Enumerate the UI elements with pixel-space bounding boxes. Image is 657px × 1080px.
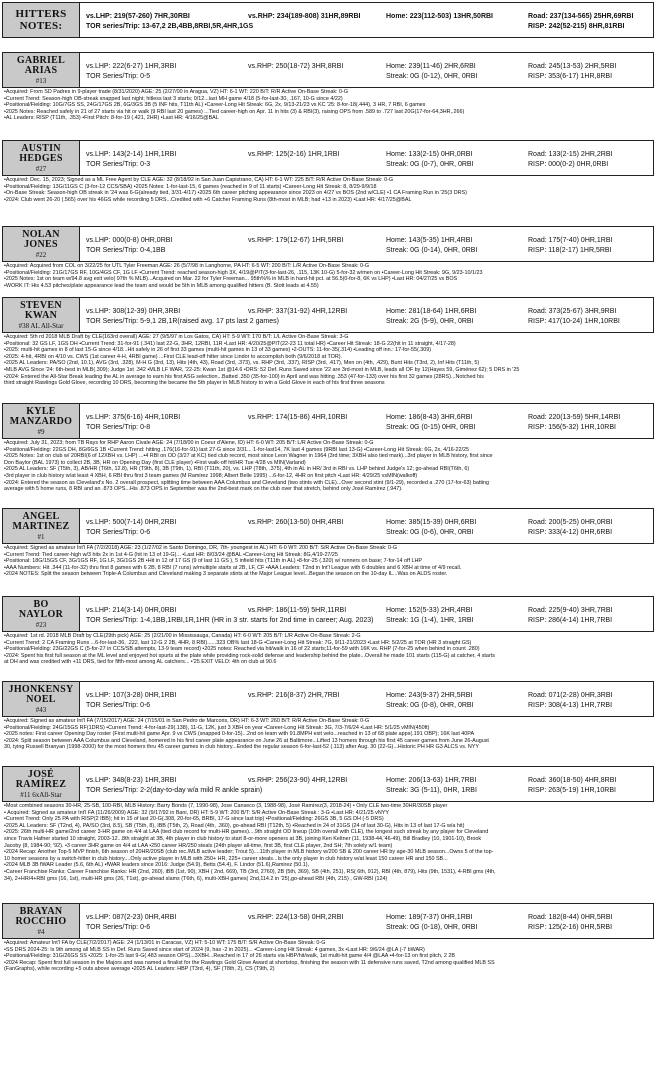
player-splits <box>80 52 654 88</box>
split-road: Road: 220(13-59) 5HR,14RBI <box>528 414 621 421</box>
split-streak: Streak: 0G (0-12), 0HR, 0RBI <box>386 73 478 80</box>
note-line: •Positional/Fielding: 21G/17GS RF, 10G/4GS CF, 1G LF •Current Trend: reached season-high 3X, 4/19@PIT(3-for-last-26, .115, 13K 10-G) 5-for-32 w/men on •Career-Long Hit Streak: 9G, 9/23-10/1/23 <box>4 269 483 276</box>
note-line: •2025: 26th multi-HR game/2nd career 3-HR game on 4/4 at LAA (tied club record for multi-HR games)....9th straight OD lineup (10th overall with CLE), the longest such streak by any player for Cleveland <box>4 829 489 836</box>
note-line: •Current Trend: Season-high OB-streak snapped last night; hitless last 3 starts; 0/12...last MH game 4/18 (5-for-last-30, .167, 10-G since 4/22) <box>4 95 343 102</box>
split-streak: Streak: 1G (1-4), 1HR, 1RBI <box>386 617 474 624</box>
note-line: Jacoby (8, 1984-90; '92). •3 career 3HR game on 4/4 at LAA •250 career HR/250 steals (24th player all-time, first 3B, first CLE player, 2nd SH; 7th solely w/1 team) <box>4 842 393 849</box>
note-line: •Positional: 18G/15GS CF, 3G/1GS RF, 1G LF, 3G/1GS 2B •Hit in 12 of 17 GS (9 of last 11 GS ), 5 infield hits (T11th in AL) •8-for-25 (.320) w/ runners on base; 7-for-14 off LHP <box>4 558 422 565</box>
note-line: at DH and was credited with +11 DRS, tied for fifth-most among AL catchers... •'25 EXIT VELO: 4th on club at 90.6 <box>4 659 277 666</box>
split-risp: RISP: 263(5-19) 1HR,10RBI <box>528 787 616 794</box>
note-line: •Acquired: 5th rd 2018 MLB Draft by CLE(163rd overall) AGE: 27 (9/5/97 in Los Gatos, CA) HT: 5-9 WT: 170 B/T: L/L Active On-Base Streak: 3-G <box>4 334 349 340</box>
split-vs-lhp: vs.LHP: 000(0-8) 0HR,0RBI <box>86 237 173 244</box>
player-first-name: JOSÉ <box>27 768 55 780</box>
split-vs-rhp: vs.RHP: 256(23-90) 4HR,12RBI <box>248 777 348 784</box>
note-line: •Acquired: Dec. 15, 2023; Signed as a ML Free Agent by CLE AGE: 32 (8/18/92 in San Juan Capistrano, CA) HT: 6-1 WT: 225 B/T: R/R Active On-Base Streak: 0-G <box>4 177 394 183</box>
player-last-name: MARTINEZ <box>12 520 70 532</box>
note-line: •Acquired: Amateur Int'l FA by CLE(7/2/2017) AGE: 24 (1/13/01 in Caracas, VZ) HT: 5-10 WT: 175 B/T: S/R Active On-Base Streak: 0-G <box>4 940 326 946</box>
split-risp: RISP: 286(4-14) 1HR,7RBI <box>528 617 613 624</box>
note-line: (FanGraphs), while recording +5 outs above average •2025 AL Leaders: HBP (T3rd, 4), SF (T8th, 2), CS (T9th, 2) <box>4 966 275 973</box>
player-header <box>2 226 654 262</box>
player-first-name: NOLAN <box>22 228 60 240</box>
split-risp: RISP: 000(0-2) 0HR,0RBI <box>528 161 609 168</box>
note-line: •2025 Notes: Reached safely in 21 of 27 starts via hit or walk (9 RBI last 20 games) ...Tied career-high on Apr. 11 in hits (3) & RBI(3), raising OPS from .589 to .727 last 20G(17-for-64,3HR,.266) <box>4 108 465 115</box>
note-line: •Acquired: July 31, 2023; from TB Rays for RHP Aaron Civale AGE: 24 (7/18/00 in Coeur d'Alene, ID) HT: 6-0 WT: 205 B/T: L/R Active On-Base Streak: 0-G <box>4 440 374 446</box>
player-section <box>2 297 654 387</box>
player-number: #9 <box>37 427 45 436</box>
split-streak: Streak: 0G (0-14), 0HR, 0RBI <box>386 247 478 254</box>
split-streak: Streak: 0G (0-15) 0HR, 0RBI <box>386 424 476 431</box>
player-header <box>2 596 654 632</box>
split-vs-rhp: vs.RHP: 260(13-50) 0HR,4RBI <box>248 519 344 526</box>
note-line: since Travis Hafner started 10 straight, 2003-12...8th straight at 3B, 4th player in club history to start 8-or-more openers at 3B, joining Ken Keltner (11, 1938-44,'46-49), Bill Bradley (10, 1901-10), Brook <box>4 835 482 842</box>
player-number: #22 <box>35 250 47 259</box>
player-notes <box>2 88 654 122</box>
split-vs-lhp: vs.LHP: 214(3-14) 0HR,0RBI <box>86 607 177 614</box>
player-header <box>2 52 654 88</box>
player-number: #43 <box>35 705 47 714</box>
split-risp: RISP: 308(4-13) 1HR,7RBI <box>528 702 613 709</box>
split-streak: Streak: 0G (0-8), 0HR, 0RBI <box>386 702 474 709</box>
player-number: #1 <box>37 532 45 541</box>
player-header <box>2 766 654 802</box>
note-line: •Career Franchise Ranks: Career Franchise Ranks: HR (2nd, 260), iBB (1st, 90), XBH ( 2nd, 669), TB (3rd, 2760), 2B (5th, 369), SB (4th, 251), RS( 6th, 912), RBI (4th, 879), Hits (9th, 1531), 4-RBI gms (4th, <box>4 868 496 875</box>
note-line: •WORK IT: His 4.53 pitches/plate appearance lead the team and would be 5th in MLB among qualified hitters (B. Stott leads at 4.55) <box>4 282 319 289</box>
player-splits <box>80 508 654 544</box>
player-section <box>2 508 654 578</box>
player-section <box>2 140 654 203</box>
header-label <box>2 2 80 38</box>
player-first-name: ANGEL <box>22 510 60 522</box>
player-splits <box>80 297 654 333</box>
note-line: • Acquired: Signed as amateur Int'l FA (11/26/2009) AGE: 32 (9/17/92 in Bani, DR) HT: 5-9 WT: 200 B/T: S/R Active On-Base Streak : 3-G •Last HR: 4/21/25 vNYY <box>4 809 389 816</box>
note-line: •2025 AL Leaders: SF (T5th, 3), AB/HR (T6th, 12.8), HR (T9th, 8), 3B (T9th, 1), RBI (T11th, 20), vs. LHP (T8th, .375), 4th in AL in HR/ 3rd in RBI vs. LHP behind Judge's 12; go-ahead RBI(T6th, 6) <box>4 466 470 473</box>
player-label <box>2 297 80 333</box>
player-section <box>2 52 654 122</box>
note-line: •Acquired: Acquired from COL on 3/22/25 for UTL Tyler Freeman AGE: 26 (5/7/98 in Langhorne, PA HT: 6-5 WT: 200 B/T: L/R Active On-Base Streak: 0-G <box>4 263 370 269</box>
player-section <box>2 403 654 493</box>
split-risp: RISP: 417(10-24) 1HR,10RBI <box>528 318 620 325</box>
note-line: •MLB AVG Since '24: 6th-best in MLB(.309); Judge 1st .342 •MLB LF WAR, '22-25: Kwan 1st @14.6 •DRS: 52 Def. Runs Saved since '22 are 3rd-most in MLB, leads all OF by 12(Hayes 59, Giménez 62); 5 DRS in '25 <box>4 366 520 373</box>
split-streak: Streak: 2G (5-9), 0HR, 0RBI <box>386 318 474 325</box>
team-home: Home: 223(112-503) 13HR,50RBI <box>386 13 493 20</box>
player-last-name: KWAN <box>24 309 58 321</box>
player-first-name: AUSTIN <box>21 142 61 154</box>
player-label <box>2 596 80 632</box>
team-risp: RISP: 242(52-215) 8HR,81RBI <box>528 23 625 30</box>
split-vs-rhp: vs.RHP: 125(2-16) 1HR,1RBI <box>248 151 340 158</box>
note-line: •2024: Entered the All-Star Break leading the AL in average to earn his first ASG selection...Batted .350 (35-for-100) in April and was hitting .353 (47-for-133) over his first 32 games (28RS)...Notched his <box>4 373 484 380</box>
note-line: •2024: Entered the season as Cleveland's No. 2 overall prospect, splitting time between AAA Columbus and Cleveland (two stints with CLE)...Over second stint (9/1-29), recorded a .270 (17-for-63) batting <box>4 479 490 486</box>
player-header <box>2 297 654 333</box>
team-vs-rhp: vs.RHP: 234(189-808) 31HR,89RBI <box>248 13 361 20</box>
note-line: •2024: Spent his first full season at the ML level and enjoyed hot spurts at the plate while providing rock-solid defense and leadership behind the plate...Overall he made 101 starts (115-G) at catcher, 4 starts <box>4 652 495 659</box>
note-line: •AAA Numbers: Hit .344 (11-for-32) thru first 8 games with 6 2B, 8 RBI (7 runs) w/multiple starts at 2B, LF, CF •AAA Leaders: T2nd in Int'l League with 6 doubles and 6 XBH at time of 4/9 recall. <box>4 564 462 571</box>
split-home: Home: 152(5-33) 2HR,4RBI <box>386 607 473 614</box>
note-line: third straight Rawlings Gold Glove, recording 10 DRS, becoming the became the 5th player in MLB history to win a Gold Glove in each of his first three seasons <box>4 380 385 387</box>
player-section <box>2 681 654 751</box>
player-header <box>2 903 654 939</box>
player-last-name: ROCCHIO <box>15 915 67 927</box>
note-line: •2025: 4-hit, 4RBI on 4/10 vs. CWS (1st career 4-H, 4RBI game) ...First CLE lead-off hitter since Lindor to accomplish both (9/6/2018 at TOR). <box>4 353 343 360</box>
split-road: Road: 175(7-40) 0HR,1RBI <box>528 237 613 244</box>
split-series: TOR Series/Trip: 0-6 <box>86 924 151 931</box>
split-series: TOR Series/Trip: 1-4,1BB,1RBI,1R,1HR (HR in 3 str. starts for 2nd time in career; Aug. 2023) <box>86 617 374 624</box>
split-vs-lhp: vs.LHP: 222(6-27) 1HR,3RBI <box>86 63 177 70</box>
player-last-name: NAYLOR <box>18 608 64 620</box>
split-vs-lhp: vs.LHP: 500(7-14) 0HR,2RBI <box>86 519 177 526</box>
player-label <box>2 403 80 439</box>
player-section <box>2 766 654 882</box>
split-vs-lhp: vs.LHP: 107(3-28) 0HR,1RBI <box>86 692 177 699</box>
note-line: •Positional/Fielding: 22GS DH, 8G/6GS 1B •Current Trend: hitting .176(16-for-91) last 27-G since 3/31... 1-for-last14, 7K last 4 games (9RBI last 13-G) •Career-Long Hit Streak: 6G, 2x, 4/16-22/25 <box>4 446 469 453</box>
player-header <box>2 681 654 717</box>
note-line: •Acquired: Signed as amateur Int'l FA (7/2/2018) AGE: 23 (1/27/02 in Santo Domingo, DR, 7th- youngest in AL) HT: 6-0 WT: 200 B/T: S/R Active On-Base Streak: 0-G <box>4 545 398 551</box>
note-line: •2024 Recap: Another Top-5 MVP finish, 6th season of 20HR/20SB (club rec./MLB active leader; Trout 5)....11th player in MLB history w/200 SB & 200 career HR by age-30 MLB season...Owns 5 of the top- <box>4 849 494 856</box>
player-first-name: KYLE <box>26 405 56 417</box>
note-line: •Positional/Fielding: 31G/26GS SS •2025: 1-for-25 last 9-G(.483 season OPS)...3XBH...Reached in 17 of 26 starts via HBP/hit/walk, 1st multi-hit game 4/4 @LAA •4-for-13 on first pitch, 2 2B <box>4 953 455 960</box>
player-last-name: ARIAS <box>24 64 58 76</box>
split-series: TOR Series/Trip: 5-9,1 2B,1R(raised avg. 17 pts last 2 games) <box>86 318 279 325</box>
note-line: 10 homer seasons by a switch-hitter in club history....Only active player in MLB with 250+ HR, 225+ career steals...Is the only player in club history w/at least 150 career HR and 150 SB... <box>4 855 448 862</box>
player-splits <box>80 903 654 939</box>
player-notes <box>2 802 654 882</box>
split-vs-rhp: vs.RHP: 337(31-92) 4HR,12RBI <box>248 308 348 315</box>
split-road: Road: 133(2-15) 2HR,2RBI <box>528 151 613 158</box>
player-section <box>2 226 654 289</box>
note-line: •Positional/Fielding: 10G/7GS SS, 24G/17GS 2B, 6G/3GS 3B (5 INF hits, T11th AL) •Career-Long Hit Streak: 6G, 2x, 9/13-21/23 vs KC '25: 8-for-18(.444), 3 HR, 7 RBI, 6 games <box>4 102 426 109</box>
split-vs-lhp: vs.LHP: 143(2-14) 1HR,1RBI <box>86 151 177 158</box>
split-vs-lhp: vs.LHP: 087(2-23) 0HR,4RBI <box>86 914 177 921</box>
hitters-notes-header <box>2 2 654 38</box>
split-series: TOR Series/Trip: 0-6 <box>86 702 151 709</box>
player-number: #38 AL All-Star <box>18 321 64 330</box>
player-last-name: JONES <box>24 238 58 250</box>
split-series: TOR Series/Trip: 0-6 <box>86 529 151 536</box>
team-vs-lhp: vs.LHP: 219(57-260) 7HR,30RBI <box>86 13 190 20</box>
split-series: TOR Series/Trip: 0-3 <box>86 161 151 168</box>
note-line: •Most combined seasons 30-HR, 25-SB, 100-RBI, MLB History: Barry Bonds (7, 1990-98), Jose Canseco (3, 1988-98), José Ramírez(3, 2018-24) • Only CLE two-time 30HR/30SB player <box>4 803 448 809</box>
note-line: •Acquired: 1st rd. 2018 MLB Draft by CLE(29th pick) AGE: 25 (2/21/00 in Mississauga, Canada) HT: 6-0 WT: 205 B/T: L/R Active On-Base Streak: 2-G <box>4 633 361 639</box>
player-number: #23 <box>35 620 47 629</box>
player-last-name: RAMÍREZ <box>15 778 67 790</box>
header-title-line1: HITTERS <box>15 8 67 20</box>
player-label <box>2 508 80 544</box>
note-line: •2025: multi-hit games in 8 of last 15-G since 4/18...Hit safely in 26 of first 33 games (multi-hit games in 13 of 33 games) •2-OUTS: 11-for-35(.314) •Leading off inn.: 17-for-55(.309) <box>4 347 432 354</box>
note-line: •2025 AL Leaders: SF (T2nd, 4), PA/SO (3rd, 8.5), SB (T5th, 8), IBB (T5th, 2), Road (4th, .360), go-ahead RBI (T12th, 5) •Reached in 24 of 31GS (24 of last 30-G), Hits in 13 of last 17-G w/a hit) <box>4 822 465 829</box>
player-splits <box>80 766 654 802</box>
split-series: TOR Series/Trip: 0-5 <box>86 73 151 80</box>
split-vs-rhp: vs.RHP: 250(18-72) 3HR,8RBI <box>248 63 344 70</box>
player-notes <box>2 939 654 973</box>
split-road: Road: 373(25-67) 3HR,9RBI <box>528 308 617 315</box>
split-streak: Streak: 0G (0-18), 0HR, 0RBI <box>386 924 478 931</box>
split-home: Home: 281(18-64) 1HR,6RBI <box>386 308 477 315</box>
player-last-name: MANZARDO <box>9 415 73 427</box>
player-first-name: BRAYAN <box>19 905 63 917</box>
split-vs-lhp: vs.LHP: 308(12-39) 0HR,3RBI <box>86 308 181 315</box>
split-series: TOR Series/Trip: 0-4,1BB <box>86 247 166 254</box>
split-streak: Streak: 0G (0-7), 0HR, 0RBI <box>386 161 474 168</box>
team-splits <box>80 2 654 38</box>
split-home: Home: 186(8-43) 3HR,6RBI <box>386 414 473 421</box>
player-label <box>2 140 80 176</box>
player-notes <box>2 262 654 289</box>
player-splits <box>80 140 654 176</box>
split-series: TOR Series/Trip: 0-8 <box>86 424 151 431</box>
split-risp: RISP: 156(5-32) 1HR,10RBI <box>528 424 616 431</box>
note-line: •2025 Notes: 1st on team w/94.8 avg exit velo( 97th % MLB)...Acquired on Mar. 22 for Tyler Freeman... 95th%% in MLB in hard-hit pct. at 56.5(0-for-8, 6K vs LHP) •Last HR: 04/27/25 vs BOS <box>4 276 458 283</box>
split-road: Road: 245(13-53) 2HR,5RBI <box>528 63 617 70</box>
split-home: Home: 133(2-15) 0HR,0RBI <box>386 151 473 158</box>
player-header <box>2 403 654 439</box>
split-home: Home: 143(5-35) 1HR,4RBI <box>386 237 473 244</box>
split-home: Home: 385(15-39) 0HR,6RBI <box>386 519 477 526</box>
split-vs-lhp: vs.LHP: 375(6-16) 4HR,10RBI <box>86 414 181 421</box>
player-number: #4 <box>37 927 45 936</box>
note-line: Don Baylor (BAL 1973) to collect 2B, 3B, HR on Opening Day (first CLE player) •First walk-off hit/HR Tue 4/28 vs MIN(Varland) <box>4 459 306 466</box>
split-risp: RISP: 353(6-17) 1HR,8RBI <box>528 73 613 80</box>
split-vs-rhp: vs.RHP: 186(11-59) 5HR,11RBI <box>248 607 347 614</box>
note-line: •Positional/Fielding: 24G/15GS RF(1DRS) •Current Trend: 4-for-last-29(.138), 11-G, 12K, just 3 XBH on year •Career-Long Hit Streak: 3G, 7/3-7/6/24 •Last HR: 5/1/25 vMIN(450ft) <box>4 724 430 731</box>
split-vs-rhp: vs.RHP: 179(12-67) 1HR,5RBI <box>248 237 344 244</box>
player-first-name: STEVEN <box>20 299 62 311</box>
split-road: Road: 182(8-44) 0HR,5RBI <box>528 914 613 921</box>
header-title-line2: NOTES: <box>19 20 63 32</box>
player-number: #27 <box>35 164 47 173</box>
note-line: •2025 notes: First career Opening Day roster (First multi-hit game Apr. 9 vs CWS (snapped 0-for-15)...2nd on team with 91.8MPH exit velo...reached in 13 of 68 plate apps(.191 OBP); 16K last 40PA <box>4 731 475 738</box>
team-road: Road: 237(134-565) 25HR,69RBI <box>528 13 634 20</box>
player-number: #11 6xAll-Star <box>20 790 62 799</box>
player-splits <box>80 226 654 262</box>
player-section <box>2 903 654 973</box>
player-section <box>2 596 654 666</box>
split-streak: Streak: 3G (5-11), 0HR, 1RBI <box>386 787 477 794</box>
player-first-name: GABRIEL <box>16 54 66 66</box>
player-notes <box>2 439 654 493</box>
player-header <box>2 140 654 176</box>
player-splits <box>80 403 654 439</box>
player-splits <box>80 681 654 717</box>
split-risp: RISP: 333(4-12) 0HR,6RBI <box>528 529 613 536</box>
player-first-name: JHONKENSY <box>8 683 74 695</box>
note-line: 34), 2+HR/4+RBI gms (16, 1st), multi-HR gms (26, T1st), go-ahead slams (T6th, 6), multi-XBH games( 2nd,114.2 in '25),go-ahead RBI (4th, 215) , GW-RBI (124) <box>4 875 388 882</box>
note-line: •2024 NOTES: Split the season between Triple-A Columbus and Cleveland making 3 separate stints at the Major League level...Began the season on the 10-day IL...Was on ALDS roster. <box>4 571 448 578</box>
note-line: •2024: Club went 26-20 (.565) over his 46GS while recording 5 DRS...Credited with +6 Catcher Framing Runs (8th-most in MLB; had +13 in 2023) •Last HR: 4/17/25@BAL <box>4 196 412 203</box>
player-notes <box>2 176 654 203</box>
note-line: •2025 Notes: 1st on club w/ 20RBI(6 of 12XBH vs. LHP) ...•4 RBI on OD (3/27 at KC) tied club record, most since Leon Wagner in 1964 (3rd time; 3XBH also tied mark)...3rd player in MLB history, first since <box>4 453 493 460</box>
split-home: Home: 239(11-46) 2HR,6RBI <box>386 63 476 70</box>
split-vs-rhp: vs.RHP: 174(15-86) 4HR,10RBI <box>248 414 348 421</box>
split-road: Road: 360(18-50) 4HR,8RBI <box>528 777 617 784</box>
note-line: •On-Base Streak: Season-high OB streak in '24 was 6-G(already tied, 3/31-4/17) •2025 6th career pitching appearance since 2023 on 4/27 vs BOS (2nd w/CLE) •1 CA Framing Run in '25(3 DRS) <box>4 190 467 197</box>
note-line: •Current Trend: Tied career-high w/3 hits 2x in 1st 4-G (hit in 13 of 19-G)... •Last HR: 8/03/24 @BAL •Career-Long Hit Streak: 8G,4/19-27/25 <box>4 551 338 558</box>
split-road: Road: 225(9-40) 3HR,7RBI <box>528 607 613 614</box>
note-line: •Acquired: From SD Padres in 9-player trade (8/31/2020) AGE: 25 (2/27/00 in Aragua, VZ) HT: 6-1 WT: 220 B/T: R/R Active On-Base Streak: 0-G <box>4 89 349 95</box>
note-line: •2024 Recap: Spent first full season in the Majors and was named a finalist for the Rawlings Gold Glove Award at shortstop, finishing the season with 11 defensive runs saved, T2nd among qualified MLB SS <box>4 959 495 966</box>
split-risp: RISP: 118(2-17) 1HR,5RBI <box>528 247 612 254</box>
player-number: #13 <box>35 76 47 85</box>
team-series: TOR series/Trip: 13-67,2 2B,4BB,8RBI,5R,4HR,1GS <box>86 23 254 30</box>
note-line: •Acquired: Signed as amateur Int'l FA (7/15/2017) AGE: 24 (7/15/01 in San Pedro de Marcoris, DR) HT: 6-3 WT: 260 B/T: R/R Active On-Base Streak: 0-G <box>4 718 370 724</box>
player-header <box>2 508 654 544</box>
note-line: •Current Trend: 2 CA Framing Runs ...6-for-last-36, .222, last 12-G 2 2B, 4HR, 8 RBI)......323 OB% last 18-G •Career-Long Hit Streak: 7G, 9/11-21/2023 •Last HR: 5/2/25 at TOR (HR 3 straight GS) <box>4 639 472 646</box>
note-line: •2024: Split season between AAA Columbus and Cleveland, homered in his first career plate appearance on June 26 at Baltimore...Lifted 13 homers through his first 45 career games from June 26-August <box>4 737 489 744</box>
note-line: average with 5 home runs, 8 RBI and an .873 OPS...His .873 OPS in September was the 2nd-best mark on the club over that stretch, behind only José Ramírez (.947). <box>4 486 403 493</box>
split-vs-rhp: vs.RHP: 224(13-58) 0HR,2RBI <box>248 914 344 921</box>
split-streak: Streak: 0G (0-6), 0HR, 0RBI <box>386 529 474 536</box>
player-notes <box>2 632 654 666</box>
note-line: •Current Trend: Only 25 PA with RISP(2 IBB); hit in 15 of last 20-G(.308, 20-for-65, BRBI, 17-G since last trip) •Positional/Fielding: 26GS 3B, 5 GS DH (-5 DRS) <box>4 816 384 823</box>
split-risp: RISP: 125(2-16) 0HR,5RBI <box>528 924 613 931</box>
player-label <box>2 226 80 262</box>
player-label <box>2 766 80 802</box>
player-splits <box>80 596 654 632</box>
player-first-name: BO <box>33 598 49 610</box>
player-label <box>2 52 80 88</box>
player-last-name: NOEL <box>26 693 56 705</box>
split-home: Home: 206(13-63) 1HR,7RBI <box>386 777 477 784</box>
player-last-name: HEDGES <box>19 152 63 164</box>
player-notes <box>2 333 654 387</box>
note-line: •Positional/Fielding: 13G/11GS C (3-for-12 CCS/SBA) •2025 Notes: 1-for-last-15, 6 games (reached in 9 of 11 starts) •Career-Long Hit Streak: 8, 8/29-9/9/18 <box>4 183 377 190</box>
split-road: Road: 071(2-28) 0HR,3RBI <box>528 692 613 699</box>
note-line: •Positional/Fielding: 23G/22GS C (5-for-27 in CCS/SB attempts, 13-9 team record) •2025 notes: Reached via hit/walk in 16 of 22 starts;11-for-59 with 16K vs. RHP (7-for-25 when behind in count .280) <box>4 646 480 653</box>
note-line: •3rd player in club history w/at least 4 XBH, 6 RBI thru first 3 team games (M Ramirez 1998; Albert Belle 1995) ...6-for-12, 4HR on first pitch •Last HR: 4/29/25 vsMIN(walkoff) <box>4 472 418 479</box>
player-label <box>2 681 80 717</box>
split-road: Road: 200(5-25) 0HR,0RBI <box>528 519 613 526</box>
split-vs-lhp: vs.LHP: 348(8-23) 1HR,3RBI <box>86 777 177 784</box>
note-line: •AL Leaders: RISP (T11th, .353) •First Pitch: 8-for-19 (.421, 2HR) •Last HR: 4/16/25@BAL <box>4 115 219 122</box>
note-line: •Positional: 32 GS LF, 1GS DH •Current Trend: 31-for-91 (.341) last 22-G, 3HR, 12RBI, 11R •Last HR: 4/20/25@PIT(22-23 11 total HR) •Career Hit Streak: 18-G 22(hit in 11 straight, 4/17-28) <box>4 340 456 347</box>
split-home: Home: 243(9-37) 2HR,5RBI <box>386 692 473 699</box>
note-line: •SS DRS 2024-25: Is 9th among all MLB SS in Def. Runs Saved since start of 2024 (9, has -2 in 2025)... •Career-Long Hit Streak: 4 games, 3x •Last HR: 9/6/24 @LA (-7 bWAR) <box>4 946 425 953</box>
split-vs-rhp: vs.RHP: 216(8-37) 2HR,7RBI <box>248 692 340 699</box>
note-line: •2024 MLB 3B fWAR Leader (5.6, 6th AL) •fWAR leaders since 2016: Judge (54.9), Betts (54.4), F. Lindor (51.6),Ramirez (50.1), <box>4 862 310 869</box>
note-line: 30, tying Russell Branyan (1998-2000) for the most homers thru 45 career games in club history...Ended the regular season 6-for-last-52 (.113) after Aug. 30 (22-G)...Historic PH HR G3 ALCS vs. NYY <box>4 744 479 751</box>
note-line: •2025 AL Leaders: PA/SO (2nd, 10.1), AVG (3rd, .328), M-H G (3rd, 13), Hits (4th, 43), Road (3rd, .373), vs. RHP (3rd, .337), RISP (3rd, .417), Men on (4th, .429), Bunt Hits (T3rd, 2), Inf Hits (T11th, 5) <box>4 360 480 367</box>
player-notes <box>2 544 654 578</box>
player-label <box>2 903 80 939</box>
split-home: Home: 189(7-37) 0HR,1RBI <box>386 914 473 921</box>
split-series: TOR Series/Trip: 2-2(day-to-day w/a mild R ankle sprain) <box>86 787 263 794</box>
player-notes <box>2 717 654 751</box>
